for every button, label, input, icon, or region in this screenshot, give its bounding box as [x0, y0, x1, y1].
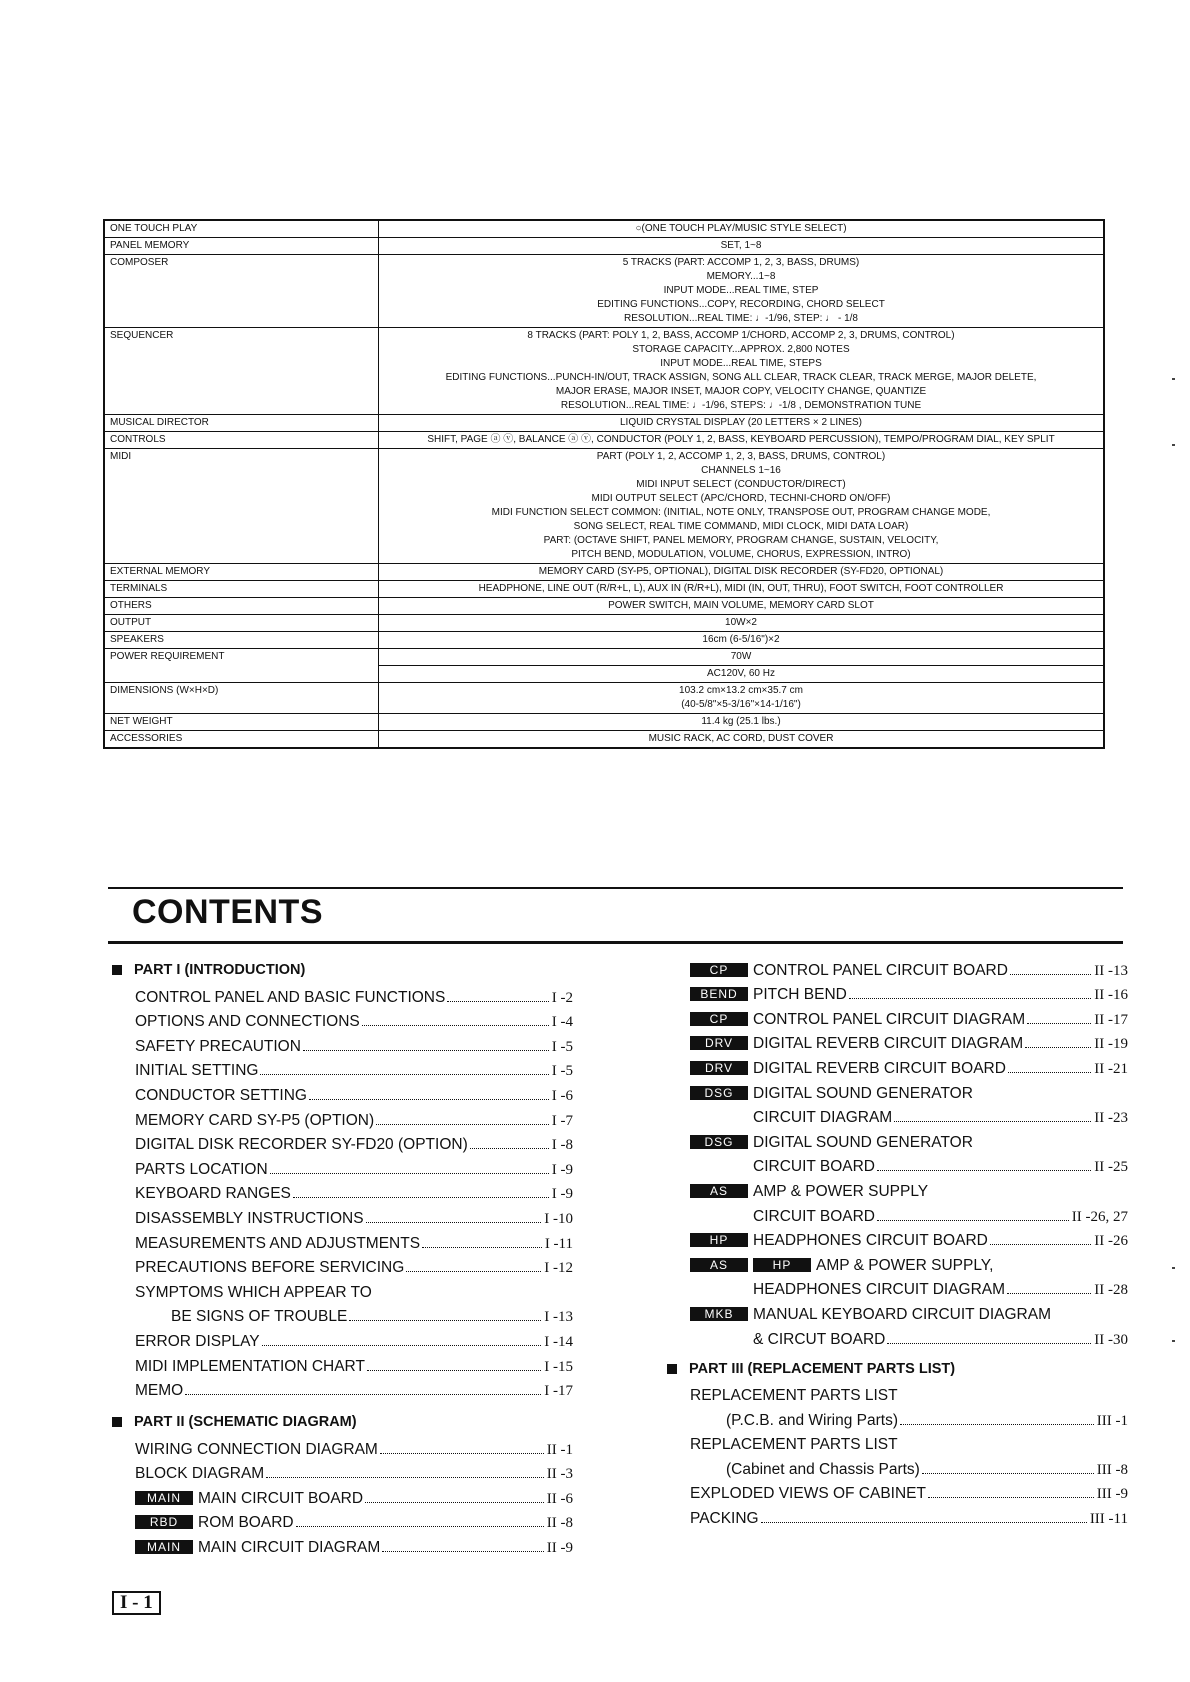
toc-page: II -16 — [1094, 987, 1128, 1004]
spec-label: CONTROLS — [104, 432, 379, 449]
toc-page: I -5 — [551, 1038, 573, 1055]
toc-entry — [690, 1201, 1128, 1226]
spec-row — [104, 432, 1104, 449]
spec-label: SEQUENCER — [104, 328, 379, 415]
toc-tag: DRV — [690, 1036, 748, 1050]
spec-value — [379, 449, 1105, 564]
spec-value — [379, 649, 1105, 666]
toc-leader — [877, 1220, 1069, 1221]
spec-row — [104, 415, 1104, 432]
toc-title: BLOCK DIAGRAM — [135, 1465, 265, 1483]
spec-value-line: HEADPHONE, LINE OUT (R/R+L, L), AUX IN (R/R+L), MIDI (IN, OUT, THRU), FOOT SWITCH, FOOT CONTROLLER — [478, 583, 1004, 594]
toc-title: INITIAL SETTING — [135, 1062, 259, 1080]
toc-title: DIGITAL SOUND GENERATOR — [753, 1133, 973, 1151]
toc-tag: AS — [690, 1184, 748, 1198]
toc-tag: CP — [690, 963, 748, 977]
toc-title: ERROR DISPLAY — [135, 1332, 260, 1350]
toc-entry — [690, 1430, 1128, 1455]
toc-leader — [366, 1222, 542, 1223]
spec-value-line: MEMORY CARD (SY-P5, OPTIONAL), DIGITAL DISK RECORDER (SY-FD20, OPTIONAL) — [538, 566, 944, 577]
spec-value — [379, 683, 1105, 714]
toc-leader — [1025, 1047, 1091, 1048]
spec-label: SPEAKERS — [104, 632, 379, 649]
toc-title: MEMORY CARD SY-P5 (OPTION) — [135, 1111, 375, 1129]
toc-title: EXPLODED VIEWS OF CABINET — [690, 1485, 926, 1503]
toc-title: AMP & POWER SUPPLY — [753, 1182, 929, 1200]
spec-value-line: RESOLUTION...REAL TIME: ♩-1/96, STEPS: ♩-1/8 , DEMONSTRATION TUNE — [560, 400, 922, 411]
toc-leader — [849, 998, 1091, 999]
toc-entry — [690, 1405, 1128, 1430]
part3-heading: PART III (REPLACEMENT PARTS LIST) — [667, 1357, 1128, 1381]
toc-leader — [185, 1394, 541, 1395]
toc-page: I -17 — [544, 1383, 573, 1400]
toc-entry — [690, 955, 1128, 980]
spec-label: MIDI — [104, 449, 379, 564]
part1-list — [135, 982, 573, 1400]
spec-label: COMPOSER — [104, 255, 379, 328]
toc-page: III -1 — [1096, 1412, 1128, 1429]
spec-label: ONE TOUCH PLAY — [104, 220, 379, 238]
spec-row — [104, 714, 1104, 731]
toc-leader — [406, 1271, 541, 1272]
spec-label: ACCESSORIES — [104, 731, 379, 749]
toc-title: DIGITAL REVERB CIRCUIT DIAGRAM — [753, 1035, 1024, 1053]
spec-row — [104, 649, 1104, 666]
toc-leader — [266, 1477, 544, 1478]
spec-row — [104, 581, 1104, 598]
toc-leader — [922, 1473, 1094, 1474]
toc-entry — [135, 1031, 573, 1056]
toc-page: II -13 — [1094, 962, 1128, 979]
toc-tag: MAIN — [135, 1491, 193, 1505]
toc-tag: DSG — [690, 1135, 748, 1149]
spec-value-line: 11.4 kg (25.1 lbs.) — [701, 716, 781, 727]
page-number: I - 1 — [112, 1591, 161, 1615]
toc-entry — [135, 1007, 573, 1032]
toc-title: CIRCUIT BOARD — [753, 1207, 876, 1225]
spec-value — [379, 238, 1105, 255]
toc-title: PARTS LOCATION — [135, 1160, 268, 1178]
toc-page: I -14 — [544, 1333, 573, 1350]
toc-tag: RBD — [135, 1515, 193, 1529]
toc-entry — [690, 1103, 1128, 1128]
toc-leader — [1027, 1023, 1091, 1024]
spec-value-line: LIQUID CRYSTAL DISPLAY (20 LETTERS × 2 LINES) — [619, 417, 863, 428]
spec-value-line: STORAGE CAPACITY...APPROX. 2,800 NOTES — [632, 344, 850, 355]
toc-title: (Cabinet and Chassis Parts) — [726, 1460, 920, 1478]
toc-title: MEMO — [135, 1382, 184, 1400]
toc-entry — [135, 1154, 573, 1179]
toc-entry — [690, 1503, 1128, 1528]
toc-page: II -8 — [546, 1515, 573, 1532]
toc-title: SYMPTOMS WHICH APPEAR TO — [135, 1283, 372, 1301]
toc-page: I -11 — [544, 1235, 573, 1252]
spec-value-line: PART (POLY 1, 2, ACCOMP 1, 2, 3, BASS, DRUMS, CONTROL) — [596, 451, 886, 462]
spec-value-line: SET, 1~8 — [720, 240, 762, 251]
spec-value-line: SONG SELECT, REAL TIME COMMAND, MIDI CLOCK, MIDI DATA LOAR) — [573, 521, 909, 532]
part2-heading: PART II (SCHEMATIC DIAGRAM) — [112, 1410, 573, 1434]
toc-entry — [690, 1226, 1128, 1251]
spec-value-line: INPUT MODE...REAL TIME, STEPS — [660, 358, 822, 369]
part2-list-continued — [690, 955, 1128, 1349]
toc-entry — [690, 980, 1128, 1005]
spec-value-line: SHIFT, PAGE ⓐ ⓥ, BALANCE ⓐ ⓥ, CONDUCTOR (POLY 1, 2, BASS, KEYBOARD PERCUSSION), TEMPO/PROGRAM DIAL, KEY SPLIT — [427, 434, 1055, 445]
toc-title: (P.C.B. and Wiring Parts) — [726, 1411, 898, 1429]
toc-entry — [690, 1127, 1128, 1152]
toc-leader — [761, 1522, 1087, 1523]
spec-value-line: EDITING FUNCTIONS...COPY, RECORDING, CHORD SELECT — [597, 299, 885, 310]
toc-title: CONTROL PANEL CIRCUIT DIAGRAM — [753, 1010, 1026, 1028]
spec-value-line: 5 TRACKS (PART: ACCOMP 1, 2, 3, BASS, DRUMS) — [622, 257, 860, 268]
toc-title: PACKING — [690, 1510, 759, 1528]
toc-leader — [900, 1424, 1094, 1425]
spec-value-line: 70W — [730, 651, 752, 662]
toc-page: II -25 — [1094, 1159, 1128, 1176]
toc-page: I -12 — [544, 1260, 573, 1277]
toc-leader — [260, 1074, 548, 1075]
toc-title: ROM BOARD — [198, 1514, 294, 1532]
spec-value-line: MIDI OUTPUT SELECT (APC/CHORD, TECHNI-CHORD ON/OFF) — [591, 493, 891, 504]
spec-value: AC120V, 60 Hz — [379, 666, 1105, 683]
toc-tag: HP — [690, 1233, 748, 1247]
spec-row — [104, 449, 1104, 564]
toc-title: CIRCUIT BOARD — [753, 1158, 876, 1176]
toc-page: III -11 — [1089, 1511, 1128, 1528]
spec-label: MUSICAL DIRECTOR — [104, 415, 379, 432]
toc-entry — [690, 1454, 1128, 1479]
spec-value-line: 103.2 cm×13.2 cm×35.7 cm — [679, 685, 803, 696]
spec-value-line: 8 TRACKS (PART: POLY 1, 2, BASS, ACCOMP 1/CHORD, ACCOMP 2, 3, DRUMS, CONTROL) — [527, 330, 955, 341]
toc-title: & CIRCUT BOARD — [753, 1330, 886, 1348]
toc-tag: CP — [690, 1012, 748, 1026]
toc-title: AMP & POWER SUPPLY, — [816, 1256, 994, 1274]
spec-value-line: MIDI FUNCTION SELECT COMMON: (INITIAL, NOTE ONLY, TRANSPOSE OUT, PROGRAM CHANGE MODE, — [491, 507, 991, 518]
spec-value — [379, 632, 1105, 649]
spec-value-line: INPUT MODE...REAL TIME, STEP — [663, 285, 819, 296]
spec-row — [104, 632, 1104, 649]
toc-page: II -17 — [1094, 1011, 1128, 1028]
toc-title: WIRING CONNECTION DIAGRAM — [135, 1440, 378, 1458]
toc-page: I -4 — [551, 1014, 573, 1031]
toc-entry — [690, 1053, 1128, 1078]
toc-page: III -8 — [1096, 1461, 1128, 1478]
spec-value — [379, 220, 1105, 238]
spec-row — [104, 615, 1104, 632]
toc-entry — [135, 1326, 573, 1351]
spec-value-line: 16cm (6-5/16")×2 — [702, 634, 780, 645]
toc-entry — [690, 1381, 1128, 1406]
toc-entry — [135, 1228, 573, 1253]
contents-title: CONTENTS — [132, 893, 323, 931]
toc-leader — [887, 1343, 1091, 1344]
toc-page: I -7 — [551, 1112, 573, 1129]
toc-title: CONDUCTOR SETTING — [135, 1086, 307, 1104]
toc-title: REPLACEMENT PARTS LIST — [690, 1436, 898, 1454]
toc-entry — [690, 1078, 1128, 1103]
toc-entry — [690, 1479, 1128, 1504]
toc-page: I -13 — [544, 1309, 573, 1326]
spec-value-line: RESOLUTION...REAL TIME: ♩-1/96, STEP: ♩ - 1/8 — [624, 313, 858, 324]
spec-row — [104, 328, 1104, 415]
spec-value-line: EDITING FUNCTIONS...PUNCH-IN/OUT, TRACK ASSIGN, SONG ALL CLEAR, TRACK CLEAR, TRACK MERGE, MAJOR DELETE, — [445, 372, 1037, 383]
toc-tag: MAIN — [135, 1540, 193, 1554]
toc-tag: MKB — [690, 1307, 748, 1321]
spec-row — [104, 255, 1104, 328]
toc-tag: BEND — [690, 987, 748, 1001]
toc-page: II -19 — [1094, 1036, 1128, 1053]
toc-entry — [690, 1004, 1128, 1029]
toc-tag: AS — [690, 1258, 748, 1272]
spec-value-line: MIDI INPUT SELECT (CONDUCTOR/DIRECT) — [636, 479, 846, 490]
toc-title: DISASSEMBLY INSTRUCTIONS — [135, 1209, 364, 1227]
toc-title: DIGITAL REVERB CIRCUIT BOARD — [753, 1059, 1006, 1077]
spec-value-line: 10W×2 — [725, 617, 757, 628]
part1-heading: PART I (INTRODUCTION) — [112, 958, 573, 982]
spec-label: OTHERS — [104, 598, 379, 615]
toc-page: I -9 — [551, 1161, 573, 1178]
toc-leader — [877, 1170, 1091, 1171]
spec-value-line: MEMORY...1~8 — [706, 271, 776, 282]
toc-page: I -2 — [551, 989, 573, 1006]
toc-entry — [135, 1483, 573, 1508]
toc-page: I -15 — [544, 1358, 573, 1375]
toc-title: REPLACEMENT PARTS LIST — [690, 1387, 898, 1405]
spec-label: POWER REQUIREMENT — [104, 649, 379, 683]
toc-entry — [135, 1080, 573, 1105]
toc-leader — [382, 1551, 543, 1552]
toc-tag: HP — [753, 1258, 811, 1272]
spec-value-line: (40-5/8"×5-3/16"×14-1/16") — [681, 699, 801, 710]
toc-entry — [135, 1105, 573, 1130]
toc-page: II -30 — [1094, 1331, 1128, 1348]
toc-title: MANUAL KEYBOARD CIRCUIT DIAGRAM — [753, 1305, 1051, 1323]
toc-page: II -3 — [546, 1466, 573, 1483]
toc-leader — [894, 1121, 1091, 1122]
toc-leader — [309, 1099, 549, 1100]
spec-label: NET WEIGHT — [104, 714, 379, 731]
toc-page: I -5 — [551, 1063, 573, 1080]
toc-title: DIGITAL SOUND GENERATOR — [753, 1084, 973, 1102]
toc-title: PITCH BEND — [753, 986, 847, 1004]
toc-leader — [380, 1453, 544, 1454]
spec-value — [379, 432, 1105, 449]
toc-page: I -10 — [544, 1210, 573, 1227]
toc-entry — [135, 982, 573, 1007]
toc-page: II -9 — [546, 1540, 573, 1557]
spec-value — [379, 581, 1105, 598]
spec-row — [104, 564, 1104, 581]
toc-entry — [135, 1179, 573, 1204]
toc-page: I -9 — [551, 1186, 573, 1203]
toc-title: MIDI IMPLEMENTATION CHART — [135, 1357, 365, 1375]
toc-leader — [262, 1345, 542, 1346]
spec-value-line: CHANNELS 1~16 — [701, 465, 781, 476]
spec-value-line: POWER SWITCH, MAIN VOLUME, MEMORY CARD SLOT — [608, 600, 874, 611]
toc-entry — [690, 1299, 1128, 1324]
specifications-table — [103, 219, 1105, 749]
toc-entry — [135, 1351, 573, 1376]
toc-title: CONTROL PANEL AND BASIC FUNCTIONS — [135, 988, 446, 1006]
toc-title: CONTROL PANEL CIRCUIT BOARD — [753, 961, 1008, 979]
spec-value — [379, 598, 1105, 615]
toc-entry — [135, 1203, 573, 1228]
spec-value — [379, 415, 1105, 432]
spec-value-line: ○(ONE TOUCH PLAY/MUSIC STYLE SELECT) — [635, 223, 847, 234]
toc-entry — [135, 1532, 573, 1557]
toc-entry — [135, 1376, 573, 1401]
toc-entry — [135, 1508, 573, 1533]
toc-page: II -6 — [546, 1490, 573, 1507]
spec-value — [379, 731, 1105, 749]
toc-page: III -9 — [1096, 1486, 1128, 1503]
toc-title: MAIN CIRCUIT BOARD — [198, 1489, 364, 1507]
toc-title: PRECAUTIONS BEFORE SERVICING — [135, 1259, 405, 1277]
toc-page: II -26 — [1094, 1233, 1128, 1250]
spec-label: PANEL MEMORY — [104, 238, 379, 255]
toc-page: I -6 — [551, 1087, 573, 1104]
part2-list — [135, 1434, 573, 1557]
toc-page: II -21 — [1094, 1060, 1128, 1077]
toc-leader — [1010, 974, 1091, 975]
spec-value-line: MAJOR ERASE, MAJOR INSET, MAJOR COPY, VELOCITY CHANGE, QUANTIZE — [555, 386, 927, 397]
toc-tag: DRV — [690, 1061, 748, 1075]
toc-leader — [1008, 1072, 1091, 1073]
contents-left-column — [135, 958, 573, 1557]
toc-leader — [367, 1370, 541, 1371]
toc-page: II -28 — [1094, 1282, 1128, 1299]
toc-entry — [690, 1324, 1128, 1349]
toc-leader — [422, 1247, 542, 1248]
spec-value — [379, 615, 1105, 632]
toc-title: HEADPHONES CIRCUIT BOARD — [753, 1232, 988, 1250]
spec-row — [104, 238, 1104, 255]
spec-value — [379, 255, 1105, 328]
toc-leader — [303, 1050, 549, 1051]
toc-entry — [690, 1275, 1128, 1300]
toc-entry — [135, 1434, 573, 1459]
toc-title: OPTIONS AND CONNECTIONS — [135, 1013, 360, 1031]
contents-rule-top — [108, 887, 1123, 889]
spec-value-line: MUSIC RACK, AC CORD, DUST COVER — [648, 733, 834, 744]
toc-entry — [690, 1176, 1128, 1201]
toc-leader — [447, 1001, 548, 1002]
toc-entry — [690, 1250, 1128, 1275]
toc-leader — [1007, 1293, 1091, 1294]
spec-row — [104, 731, 1104, 749]
toc-title: CIRCUIT DIAGRAM — [753, 1109, 893, 1127]
toc-leader — [270, 1173, 549, 1174]
toc-leader — [293, 1197, 549, 1198]
toc-entry — [135, 1302, 573, 1327]
toc-leader — [365, 1502, 544, 1503]
part3-list — [690, 1381, 1128, 1529]
toc-entry — [135, 1459, 573, 1484]
toc-entry — [690, 1152, 1128, 1177]
spec-value — [379, 328, 1105, 415]
toc-leader — [470, 1148, 549, 1149]
contents-rule-bottom — [108, 941, 1123, 944]
spec-value — [379, 564, 1105, 581]
toc-entry — [135, 1277, 573, 1302]
toc-tag: DSG — [690, 1086, 748, 1100]
toc-leader — [362, 1025, 549, 1026]
spec-row — [104, 598, 1104, 615]
spec-value-line: PITCH BEND, MODULATION, VOLUME, CHORUS, EXPRESSION, INTRO) — [571, 549, 911, 560]
spec-value — [379, 714, 1105, 731]
toc-entry — [135, 1253, 573, 1278]
toc-entry — [690, 1029, 1128, 1054]
toc-leader — [296, 1526, 544, 1527]
toc-title: BE SIGNS OF TROUBLE — [171, 1308, 348, 1326]
toc-entry — [135, 1056, 573, 1081]
toc-leader — [990, 1244, 1091, 1245]
spec-label: EXTERNAL MEMORY — [104, 564, 379, 581]
contents-right-column — [690, 955, 1128, 1528]
spec-row — [104, 220, 1104, 238]
toc-page: I -8 — [551, 1137, 573, 1154]
toc-leader — [376, 1124, 549, 1125]
toc-title: MEASUREMENTS AND ADJUSTMENTS — [135, 1234, 421, 1252]
toc-page: II -1 — [546, 1441, 573, 1458]
toc-page: II -23 — [1094, 1110, 1128, 1127]
spec-label: TERMINALS — [104, 581, 379, 598]
spec-label: DIMENSIONS (W×H×D) — [104, 683, 379, 714]
toc-title: MAIN CIRCUIT DIAGRAM — [198, 1539, 381, 1557]
toc-title: HEADPHONES CIRCUIT DIAGRAM — [753, 1281, 1006, 1299]
toc-entry — [135, 1130, 573, 1155]
spec-value-line: PART: (OCTAVE SHIFT, PANEL MEMORY, PROGRAM CHANGE, SUSTAIN, VELOCITY, — [543, 535, 939, 546]
toc-leader — [349, 1320, 541, 1321]
toc-title: DIGITAL DISK RECORDER SY-FD20 (OPTION) — [135, 1136, 468, 1154]
toc-title: KEYBOARD RANGES — [135, 1185, 291, 1203]
toc-leader — [928, 1497, 1094, 1498]
spec-row — [104, 683, 1104, 714]
spec-label: OUTPUT — [104, 615, 379, 632]
toc-page: II -26, 27 — [1071, 1208, 1128, 1225]
toc-title: SAFETY PRECAUTION — [135, 1037, 301, 1055]
